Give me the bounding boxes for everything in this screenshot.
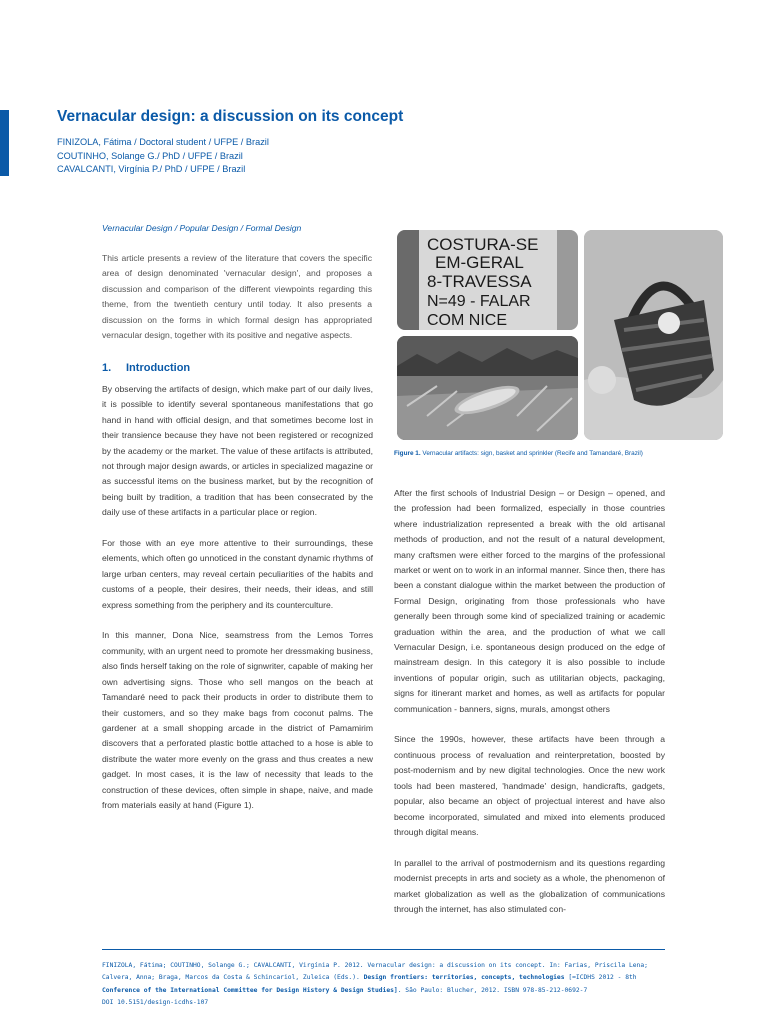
figure-1 (397, 230, 723, 440)
footer-rule (102, 949, 665, 950)
body-paragraph: Since the 1990s, however, these artifacts have been through a continuous process of revaluation and reinterpretation, boosted by post-modernism and by new digital technologies. Once the new work tools had been mastered, 'handmade' design, handicrafts, gadgets, popular, also became an object of projectual interest and have also become incorporated, simulated and mixed into elements produced through digital means. (394, 734, 665, 837)
author-line: FINIZOLA, Fátima / Doctoral student / UFPE / Brazil (57, 137, 269, 147)
keywords: Vernacular Design / Popular Design / Formal Design (102, 223, 302, 233)
author-line: COUTINHO, Solange G./ PhD / UFPE / Brazil (57, 150, 243, 161)
citation-footer (102, 960, 665, 1010)
section-number: 1. (102, 362, 112, 374)
section-title: Introduction (126, 362, 191, 374)
author-line: CAVALCANTI, Virgínia P./ PhD / UFPE / Brazil (57, 164, 246, 175)
body-column-left (102, 382, 373, 829)
body-paragraph: By observing the artifacts of design, which make part of our daily lives, it is possible to identify several spontaneous manifestations that go hand in hand with official design, and that sometimes become lost in their transience because they have not been registered or recognized by the academy or the market. The value of these artifacts is attributed, not through major design awards, or articles in specialized magazine or as successful items on the business market, but by the recognition of being built by tradition, a tradition that has been consecrated by the daily use of these artifacts in a particular place or region. (102, 384, 373, 518)
body-paragraph: In parallel to the arrival of postmodernism and its questions regarding modernist precepts in arts and society as a whole, the phenomenon of market globalization as well as the globalization of communications through the internet, has also stimulated con- (394, 857, 665, 914)
citation-conference-start: [=ICDHS 2012 - 8th (568, 974, 637, 982)
basket-photo (584, 230, 723, 440)
figure-caption-text: Vernacular artifacts: sign, basket and sprinkler (Recife and Tamandaré, Brazil) (422, 450, 643, 457)
section-heading (102, 362, 190, 374)
body-paragraph: In this manner, Dona Nice, seamstress from the Lemos Torres community, with an urgent need to promote her dressmaking business, also finds herself taking on the role of signwriter, capable of making her own advertising signs. Those who sell mangos on the beach at Tamandaré need to pack their products in order to distribute them to their customers, and so they make bags from coconut palms. The gardener at a small shopping arcade in the district of Pamamirim discovers that a perforated plastic bottle attached to a hose is able to distribute the water more evenly on the grass and thus creates a new gadget. In most cases, it is the law of necessity that leads to the construction of these devices, often simple in shape, naive, and made from materials easily at hand (Figure 1). (102, 630, 373, 810)
citation-line: FINIZOLA, Fátima; COUTINHO, Solange G.; CAVALCANTI, Virgínia P. 2012. Vernacular design: a discussion on its concept. In: Farias, Priscila Lena; (102, 962, 648, 969)
citation-conference: Conference of the International Committee for Design History & Design Studies] (102, 986, 398, 994)
author-list (57, 136, 269, 177)
sign-text-line: COM NICE (427, 312, 507, 329)
paper-title: Vernacular design: a discussion on its concept (57, 108, 404, 125)
citation-doi: DOI 10.5151/design-icdhs-107 (102, 999, 209, 1007)
figure-label: Figure 1. (394, 450, 421, 457)
abstract: This article presents a review of the literature that covers the specific area of design denominated 'vernacular design', and proposes a discussion and comparison of the different viewpoints regarding this theme, from the twentieth century until today. It also presents a discussion on the forms in which formal design has appropriated vernacular design, together with its positive and negative aspects. (102, 253, 372, 341)
sprinkler-photo-graphic (397, 336, 578, 440)
sign-text-line: COSTURA-SE (427, 235, 539, 254)
body-paragraph: After the first schools of Industrial Design – or Design – opened, and the profession had been formalized, especially in those countries where industrialization represented a break with the old artisanal methods of production, and not the result of a natural development, many craftsmen were either forced to the margins of the professional market or went on to work in an informal manner. Since then, there has been a constant dialogue within the market between the production of Formal Design, originating from those professionals who have generally been through some kind of specialized training or academic graduation within the area, and the production of what we call Vernacular Design, i.e. spontaneous design produced on the edge of mainstream design. In this category it is also possible to include inventions of popular origin, such as utilitarian objects, packaging, signs for itinerant market and homes, as well as artifacts for popular communication - banners, signs, murals, amongst others (394, 488, 665, 714)
accent-bar (0, 110, 9, 176)
body-column-right (394, 486, 665, 933)
citation-line (102, 985, 665, 997)
citation-book-title: Design frontiers: territories, concepts, technologies (363, 974, 565, 982)
citation-line (102, 972, 665, 984)
body-paragraph: For those with an eye more attentive to their surroundings, these elements, which often go unnoticed in the constant dynamic rhythms of large urban centers, may reveal certain peculiarities of the habits and customs of a people, their desires, their needs, their ideas, and still express something from the periphery and its counterculture. (102, 538, 373, 610)
basket-photo-graphic (584, 230, 723, 440)
sign-photo-graphic (397, 230, 578, 330)
sprinkler-photo (397, 336, 578, 440)
sign-text-line: N=49 - FALAR (427, 293, 531, 310)
sign-text-line: EM-GERAL (435, 253, 524, 272)
citation-publisher: . São Paulo: Blucher, 2012. ISBN 978-85-212-0692-7 (397, 986, 588, 994)
sign-text-line: 8-TRAVESSA (427, 272, 532, 291)
figure-caption (394, 449, 694, 459)
citation-editors: Calvera, Anna; Braga, Marcos da Costa & Schincariol, Zuleica (Eds.). (102, 974, 360, 982)
sign-photo (397, 230, 578, 330)
